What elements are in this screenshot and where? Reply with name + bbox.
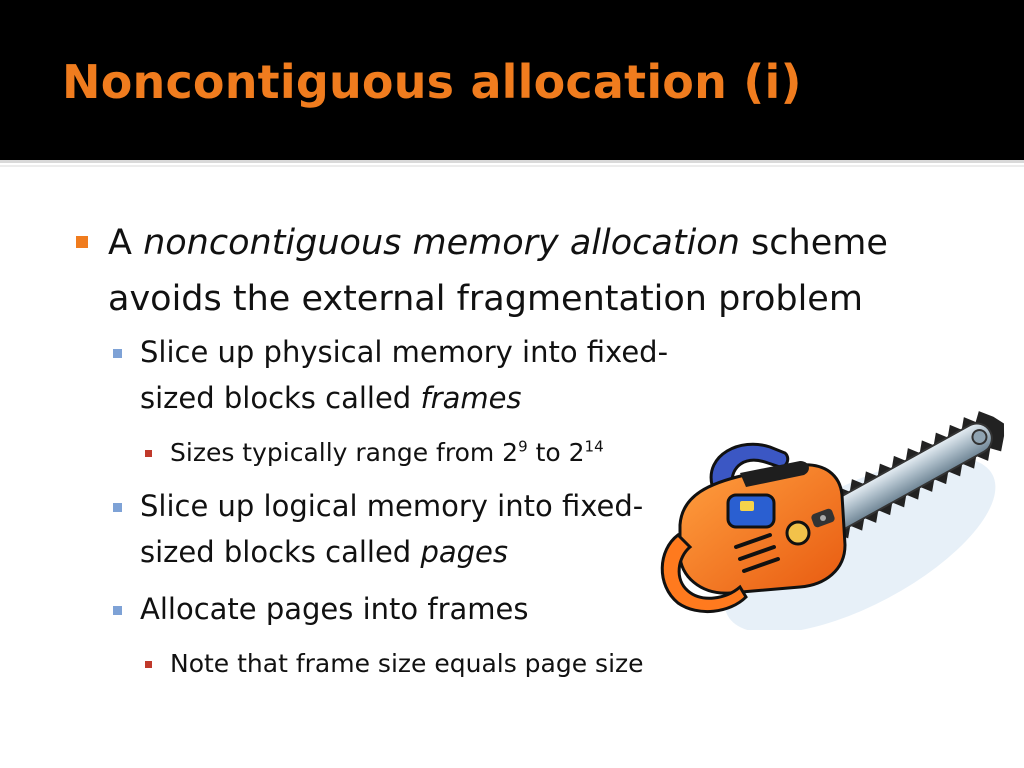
bullet-marker-level3: [145, 450, 152, 457]
bullet-emphasis: pages: [420, 535, 508, 569]
bullet-level3-sizes: [170, 436, 604, 470]
bullet-text: Sizes typically range from 2: [170, 438, 519, 467]
bullet-text: Slice up logical memory into fixed-sized blocks called: [140, 489, 644, 569]
bullet-marker-level2: [113, 606, 122, 615]
bullet-text: scheme avoids the external fragmentation problem: [108, 223, 888, 319]
bullet-text: Allocate pages into frames: [140, 592, 529, 626]
exponent: 9: [518, 437, 528, 456]
bullet-marker-level3: [145, 661, 152, 668]
chainsaw-icon: [650, 375, 1022, 630]
bullet-marker-level2: [113, 503, 122, 512]
bullet-marker-level2: [113, 349, 122, 358]
bullet-emphasis: frames: [420, 381, 522, 415]
bullet-level2-allocate: [140, 586, 700, 632]
bullet-level2-frames: [140, 329, 700, 421]
bullet-text: to 2: [527, 438, 585, 467]
bullet-emphasis: noncontiguous memory allocation: [143, 223, 740, 263]
bullet-text: Note that frame size equals page size: [170, 649, 644, 678]
exponent: 14: [584, 437, 604, 456]
bullet-text: Slice up physical memory into fixed-sized blocks called: [140, 335, 669, 415]
bullet-text: A: [108, 223, 144, 263]
slide-title: Noncontiguous allocation (i): [62, 55, 802, 109]
bullet-level2-pages: [140, 483, 700, 575]
bullet-level3-note: [170, 647, 644, 681]
bullet-marker-level1: [76, 236, 88, 248]
bullet-level1-scheme: [108, 215, 968, 327]
